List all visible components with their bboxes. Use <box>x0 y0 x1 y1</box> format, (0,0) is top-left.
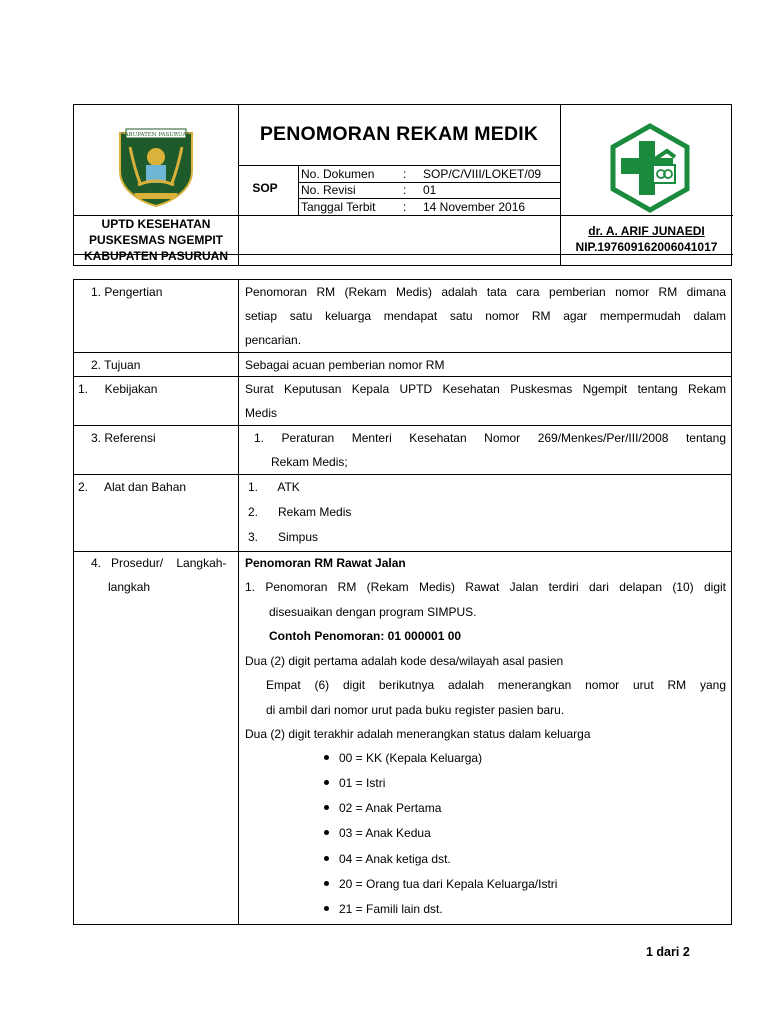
prosedur-desc-2-line-2: di ambil dari nomor urut pada buku register pasien baru. <box>266 703 565 717</box>
section-label-alat: 2. Alat dan Bahan <box>78 480 187 494</box>
referensi-line-1: 1. Peraturan Menteri Kesehatan Nomor 269/Menkes/Per/III/2008 tentang <box>254 431 726 445</box>
prosedur-desc-3: Dua (2) digit terakhir adalah menerangkan status dalam keluarga <box>245 727 591 741</box>
alat-item-1: 1. ATK <box>248 480 300 494</box>
status-code-item: 01 = Istri <box>324 771 385 795</box>
document-title: PENOMORAN REKAM MEDIK <box>259 123 539 145</box>
signer-name: dr. A. ARIF JUNAEDI <box>588 224 705 238</box>
prosedur-example: Contoh Penomoran: 01 000001 00 <box>269 629 462 643</box>
sop-label: SOP <box>252 181 278 195</box>
doc-number-row: No. Dokumen : SOP/C/VIII/LOKET/09 <box>301 167 542 181</box>
signer-block <box>560 223 733 255</box>
pengertian-line-3: pencarian. <box>245 333 302 347</box>
pengertian-line-2: setiap satu keluarga mendapat satu nomor RM agar mempermudah dalam <box>245 309 726 323</box>
revision-row: No. Revisi : 01 <box>301 183 437 197</box>
alat-item-2: 2. Rekam Medis <box>248 505 352 519</box>
prosedur-step-1-line-1: 1. Penomoran RM (Rekam Medis) Rawat Jalan terdiri dari delapan (10) digit <box>245 580 726 594</box>
section-label-tujuan: 2. Tujuan <box>91 358 141 372</box>
sop-header <box>73 104 732 266</box>
organization-name: UPTD KESEHATAN PUSKESMAS NGEMPIT KABUPATEN PASURUAN <box>84 217 228 263</box>
status-code-item: 02 = Anak Pertama <box>324 796 441 820</box>
status-code-item: 00 = KK (Kepala Keluarga) <box>324 746 482 770</box>
signer-nip: NIP.197609162006041017 <box>575 240 718 254</box>
issue-date-row: Tanggal Terbit : 14 November 2016 <box>301 200 526 214</box>
status-code-item: 20 = Orang tua dari Kepala Keluarga/Istri <box>324 872 557 896</box>
section-label-prosedur-cont: langkah <box>108 580 151 594</box>
kebijakan-line-1: Surat Keputusan Kepala UPTD Kesehatan Puskesmas Ngempit tentang Rekam <box>245 382 726 396</box>
kabupaten-pasuruan-logo-icon <box>116 127 196 207</box>
pengertian-line-1: Penomoran RM (Rekam Medis) adalah tata cara pemberian nomor RM dimana <box>245 285 726 299</box>
status-code-item: 21 = Famili lain dst. <box>324 897 443 921</box>
section-label-referensi: 3. Referensi <box>91 431 156 445</box>
puskesmas-logo-icon <box>609 123 691 213</box>
section-label-prosedur: 4. Prosedur/ Langkah- <box>91 556 227 570</box>
page-number: 1 dari 2 <box>646 945 690 959</box>
referensi-line-2: Rekam Medis; <box>271 455 348 469</box>
section-label-kebijakan: 1. Kebijakan <box>78 382 158 396</box>
prosedur-desc-2-line-1: Empat (6) digit berikutnya adalah menerangkan nomor urut RM yang <box>266 678 726 692</box>
logo-lettering: KABUPATEN PASURUAN <box>120 132 192 138</box>
tujuan-text: Sebagai acuan pemberian nomor RM <box>245 358 445 372</box>
prosedur-desc-1: Dua (2) digit pertama adalah kode desa/wilayah asal pasien <box>245 654 564 668</box>
prosedur-heading: Penomoran RM Rawat Jalan <box>245 556 406 570</box>
status-code-item: 03 = Anak Kedua <box>324 821 431 845</box>
prosedur-step-1-line-2: disesuaikan dengan program SIMPUS. <box>269 605 477 619</box>
kebijakan-line-2: Medis <box>245 406 278 420</box>
sop-content-table <box>73 279 732 925</box>
section-label-pengertian: 1. Pengertian <box>91 285 163 299</box>
alat-item-3: 3. Simpus <box>248 530 319 544</box>
status-code-item: 04 = Anak ketiga dst. <box>324 847 451 871</box>
